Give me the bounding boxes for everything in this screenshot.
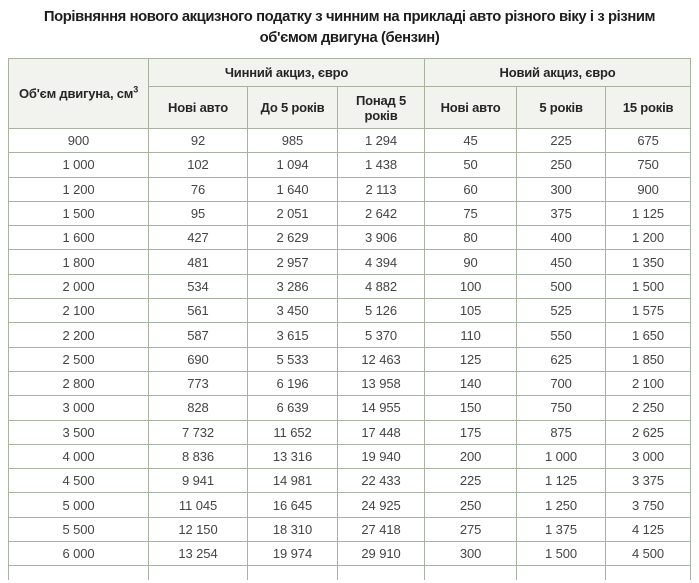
engine-volume-cell: 4 000: [9, 444, 149, 468]
table-cropped-continuation: [9, 566, 691, 580]
tax-value-cell: 22 433: [338, 469, 425, 493]
tax-value-cell: 200: [425, 444, 517, 468]
engine-volume-cell: 1 200: [9, 177, 149, 201]
tax-value-cell: 17 448: [338, 420, 425, 444]
tax-value-cell: 90: [425, 250, 517, 274]
tax-value-cell: 3 906: [338, 226, 425, 250]
tax-value-cell: 95: [149, 201, 248, 225]
tax-value-cell: 3 615: [248, 323, 338, 347]
table-row: [9, 299, 691, 323]
tax-value-cell: 250: [517, 153, 606, 177]
table-row: [9, 250, 691, 274]
tax-value-cell: 150: [425, 396, 517, 420]
tax-value-cell: 985: [248, 129, 338, 153]
tax-value-cell: 14 981: [248, 469, 338, 493]
engine-volume-cell: 1 800: [9, 250, 149, 274]
tax-value-cell: 4 394: [338, 250, 425, 274]
tax-value-cell: 900: [606, 177, 691, 201]
tax-value-cell: 675: [606, 129, 691, 153]
table-row: [9, 469, 691, 493]
engine-volume-cell: 3 000: [9, 396, 149, 420]
tax-value-cell: 550: [517, 323, 606, 347]
tax-value-cell: 2 629: [248, 226, 338, 250]
table-header: [9, 59, 691, 129]
tax-value-cell: 19 940: [338, 444, 425, 468]
engine-volume-header: [9, 59, 149, 129]
tax-value-cell: 1 500: [606, 274, 691, 298]
page-title: [0, 0, 699, 49]
tax-value-cell: 105: [425, 299, 517, 323]
tax-value-cell: 427: [149, 226, 248, 250]
col-header-current-under-5-years: До 5 років: [248, 87, 338, 129]
tax-value-cell: 2 051: [248, 201, 338, 225]
tax-value-cell: 1 850: [606, 347, 691, 371]
col-header-current-over-5-years: Понад 5 років: [338, 87, 425, 129]
table-row: [9, 542, 691, 566]
engine-volume-cell: 2 800: [9, 371, 149, 395]
table-row: [9, 274, 691, 298]
engine-volume-cell: 1 000: [9, 153, 149, 177]
tax-value-cell: 1 575: [606, 299, 691, 323]
new-excise-group-header: Новий акциз, євро: [425, 59, 691, 87]
engine-volume-header-label: Об'єм двигуна, см: [18, 86, 134, 101]
tax-value-cell: 525: [517, 299, 606, 323]
tax-value-cell: 75: [425, 201, 517, 225]
tax-value-cell: 4 500: [606, 542, 691, 566]
tax-value-cell: 13 316: [248, 444, 338, 468]
group-header-row: [9, 59, 691, 87]
col-header-new-new-cars: Нові авто: [425, 87, 517, 129]
engine-volume-cell: 2 000: [9, 274, 149, 298]
tax-value-cell: 1 094: [248, 153, 338, 177]
col-header-current-new-cars: Нові авто: [149, 87, 248, 129]
tax-value-cell: 1 000: [517, 444, 606, 468]
table-row: [9, 517, 691, 541]
engine-volume-cell: 1 500: [9, 201, 149, 225]
table-row: [9, 347, 691, 371]
tax-value-cell: 773: [149, 371, 248, 395]
cropped-cell: [149, 566, 248, 580]
tax-value-cell: 12 463: [338, 347, 425, 371]
col-header-new-5-years: 5 років: [517, 87, 606, 129]
tax-value-cell: 5 126: [338, 299, 425, 323]
tax-value-cell: 828: [149, 396, 248, 420]
engine-volume-cell: 5 000: [9, 493, 149, 517]
tax-value-cell: 481: [149, 250, 248, 274]
tax-value-cell: 3 286: [248, 274, 338, 298]
tax-value-cell: 125: [425, 347, 517, 371]
table-row: [9, 396, 691, 420]
engine-volume-cell: 2 500: [9, 347, 149, 371]
cropped-cell: [606, 566, 691, 580]
table-row: [9, 371, 691, 395]
tax-value-cell: 16 645: [248, 493, 338, 517]
tax-value-cell: 24 925: [338, 493, 425, 517]
tax-value-cell: 140: [425, 371, 517, 395]
tax-value-cell: 875: [517, 420, 606, 444]
engine-volume-cell: 4 500: [9, 469, 149, 493]
tax-value-cell: 80: [425, 226, 517, 250]
tax-value-cell: 534: [149, 274, 248, 298]
tax-value-cell: 1 375: [517, 517, 606, 541]
tax-value-cell: 175: [425, 420, 517, 444]
tax-value-cell: 1 640: [248, 177, 338, 201]
tax-value-cell: 5 533: [248, 347, 338, 371]
tax-value-cell: 18 310: [248, 517, 338, 541]
tax-value-cell: 450: [517, 250, 606, 274]
tax-value-cell: 2 250: [606, 396, 691, 420]
tax-value-cell: 1 438: [338, 153, 425, 177]
tax-value-cell: 1 250: [517, 493, 606, 517]
tax-value-cell: 7 732: [149, 420, 248, 444]
tax-value-cell: 2 642: [338, 201, 425, 225]
tax-value-cell: 2 100: [606, 371, 691, 395]
tax-value-cell: 6 196: [248, 371, 338, 395]
page-title-line-2: об'ємом двигуна (бензин): [259, 30, 440, 46]
tax-value-cell: 300: [425, 542, 517, 566]
tax-value-cell: 500: [517, 274, 606, 298]
engine-volume-cell: 2 100: [9, 299, 149, 323]
current-excise-group-header: Чинний акциз, євро: [149, 59, 425, 87]
tax-value-cell: 2 113: [338, 177, 425, 201]
table-row: [9, 226, 691, 250]
cropped-cell: [338, 566, 425, 580]
tax-value-cell: 375: [517, 201, 606, 225]
engine-volume-cell: 900: [9, 129, 149, 153]
cropped-cell: [248, 566, 338, 580]
table-row: [9, 153, 691, 177]
table-row: [9, 129, 691, 153]
tax-value-cell: 750: [606, 153, 691, 177]
tax-value-cell: 45: [425, 129, 517, 153]
tax-value-cell: 1 500: [517, 542, 606, 566]
tax-value-cell: 11 045: [149, 493, 248, 517]
tax-value-cell: 750: [517, 396, 606, 420]
tax-value-cell: 13 254: [149, 542, 248, 566]
table-row: [9, 493, 691, 517]
tax-value-cell: 225: [517, 129, 606, 153]
tax-value-cell: 13 958: [338, 371, 425, 395]
table-row: [9, 420, 691, 444]
tax-value-cell: 50: [425, 153, 517, 177]
cropped-cell: [425, 566, 517, 580]
tax-value-cell: 3 000: [606, 444, 691, 468]
tax-value-cell: 1 350: [606, 250, 691, 274]
engine-volume-cell: 6 000: [9, 542, 149, 566]
tax-value-cell: 5 370: [338, 323, 425, 347]
tax-value-cell: 587: [149, 323, 248, 347]
tax-value-cell: 8 836: [149, 444, 248, 468]
tax-value-cell: 225: [425, 469, 517, 493]
tax-value-cell: 1 125: [517, 469, 606, 493]
engine-volume-cell: 1 600: [9, 226, 149, 250]
table-row: [9, 201, 691, 225]
tax-value-cell: 92: [149, 129, 248, 153]
tax-value-cell: 76: [149, 177, 248, 201]
tax-value-cell: 275: [425, 517, 517, 541]
tax-value-cell: 14 955: [338, 396, 425, 420]
tax-value-cell: 400: [517, 226, 606, 250]
excise-comparison-table: [8, 58, 691, 580]
engine-volume-cell: 5 500: [9, 517, 149, 541]
tax-value-cell: 3 375: [606, 469, 691, 493]
tax-value-cell: 19 974: [248, 542, 338, 566]
tax-value-cell: 3 450: [248, 299, 338, 323]
tax-value-cell: 561: [149, 299, 248, 323]
table-row: [9, 444, 691, 468]
cropped-cell: [9, 566, 149, 580]
tax-value-cell: 1 125: [606, 201, 691, 225]
table-row: [9, 177, 691, 201]
tax-value-cell: 4 125: [606, 517, 691, 541]
tax-value-cell: 100: [425, 274, 517, 298]
engine-volume-cell: 2 200: [9, 323, 149, 347]
engine-volume-header-superscript: 3: [133, 84, 139, 95]
tax-value-cell: 4 882: [338, 274, 425, 298]
tax-value-cell: 3 750: [606, 493, 691, 517]
tax-value-cell: 2 957: [248, 250, 338, 274]
tax-value-cell: 12 150: [149, 517, 248, 541]
tax-value-cell: 11 652: [248, 420, 338, 444]
cropped-row: [9, 566, 691, 580]
tax-value-cell: 625: [517, 347, 606, 371]
tax-value-cell: 1 650: [606, 323, 691, 347]
page-title-line-1: Порівняння нового акцизного податку з чинним на прикладі авто різного віку і з різним: [43, 9, 656, 25]
cropped-cell: [517, 566, 606, 580]
tax-value-cell: 102: [149, 153, 248, 177]
tax-value-cell: 700: [517, 371, 606, 395]
engine-volume-cell: 3 500: [9, 420, 149, 444]
col-header-new-15-years: 15 років: [606, 87, 691, 129]
tax-value-cell: 1 200: [606, 226, 691, 250]
table-body: [9, 129, 691, 566]
tax-value-cell: 60: [425, 177, 517, 201]
tax-value-cell: 29 910: [338, 542, 425, 566]
tax-value-cell: 300: [517, 177, 606, 201]
tax-value-cell: 2 625: [606, 420, 691, 444]
table-row: [9, 323, 691, 347]
tax-value-cell: 110: [425, 323, 517, 347]
tax-value-cell: 690: [149, 347, 248, 371]
tax-value-cell: 6 639: [248, 396, 338, 420]
tax-value-cell: 1 294: [338, 129, 425, 153]
tax-value-cell: 9 941: [149, 469, 248, 493]
tax-value-cell: 27 418: [338, 517, 425, 541]
tax-value-cell: 250: [425, 493, 517, 517]
